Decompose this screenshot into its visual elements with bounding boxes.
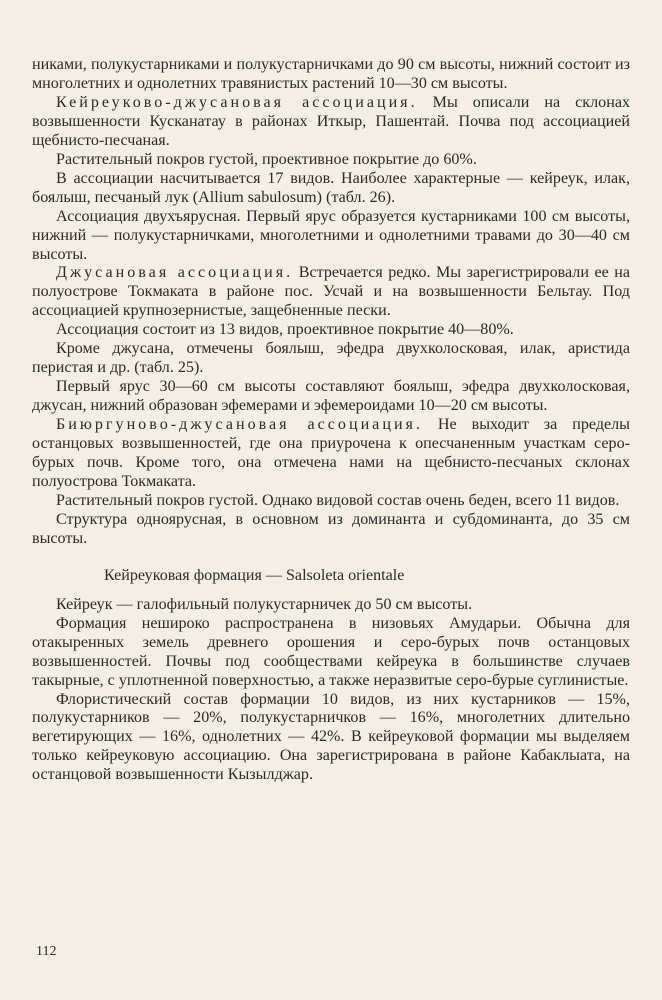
body-text <box>32 56 630 785</box>
paragraph <box>32 94 630 151</box>
paragraph-text: Встречается редко. Мы зарегистрировали ее на полуострове Токмаката в районе пос. Усчай и на возвышенности Бельтау. Под ассоциацией крупнозернистые, защебненные пески. <box>32 264 630 320</box>
spacer <box>32 586 630 596</box>
paragraph: Растительный покров густой. Однако видовой состав очень беден, всего 11 видов. <box>56 491 620 509</box>
spacer <box>32 549 630 567</box>
paragraph: никами, полукустарниками и полукустарничками до 90 см высоты, нижний состоит из многолетних и однолетних травянистых растений 10—30 см высоты. <box>32 56 630 92</box>
page-number: 112 <box>36 944 57 959</box>
paragraph: Структура одноярусная, в основном из доминанта и субдоминанта, до 35 см высоты. <box>32 510 630 547</box>
paragraph: Кроме джусана, отмечены боялыш, эфедра двухколосковая, илак, аристида перистая и др. (табл. 25). <box>32 340 630 377</box>
paragraph: Ассоциация двухъярусная. Первый ярус образуется кустарниками 100 см высоты, нижний — полукустарничками, многолетними и однолетними травами до 30—40 см высоты. <box>32 207 630 263</box>
paragraph: Растительный покров густой, проективное покрытие до 60%. <box>56 150 477 168</box>
paragraph: Ассоциация состоит из 13 видов, проективное покрытие 40—80%. <box>56 321 514 339</box>
paragraph <box>32 264 630 321</box>
paragraph-text: Мы описали на склонах возвышенности Кусканатау в районах Иткыр, Пашентай. Почва под ассоциацией щебнисто-песчаная. <box>32 93 631 149</box>
paragraph: Кейреук — галофильный полукустарничек до 50 см высоты. <box>56 595 473 613</box>
association-title: Джусановая ассоциация. <box>56 264 294 282</box>
section-heading: Кейреуковая формация — Salsoleta orientale <box>104 566 405 584</box>
association-title: Кейреуково-джусановая ассоциация. <box>56 93 418 111</box>
association-title: Биюргуново-джусановая ассоциация. <box>56 416 423 434</box>
paragraph: В ассоциации насчитывается 17 видов. Наиболее характерные — кейреук, илак, боялыш, песчаный лук (Allium sabulosum) (табл. 26). <box>32 169 630 206</box>
paragraph <box>32 416 630 492</box>
paragraph: Флористический состав формации 10 видов, из них кустарников — 15%, полукустарников — 20%, полукустарничков — 16%, многолетних длительно вегетирующих — 16%, однолетних — 42%. В кейреуковой формации мы выделяем только кейреуковую ассоциацию. Она зарегистрирована в районе Кабаклыата, на останцовой возвышенности Кызылджар. <box>32 690 630 784</box>
paragraph: Формация неширoко распространена в низовьях Амударьи. Обычна для отакыренных земель древнего орошения и серо-бурых почв останцовых возвышенностей. Почвы под сообществами кейреука в большинстве случаев такырные, с уплотненной поверхностью, а также неразвитые серо-бурые суглинистые. <box>32 614 630 689</box>
paragraph-text: Не выходит за пределы останцовых возвышенностей, где она приурочена к опесчаненным участкам серо-бурых почв. Кроме того, она отмечена нами на щебнисто-песчаных склонах полуострова Токмаката. <box>32 416 630 490</box>
paragraph: Первый ярус 30—60 см высоты составляют боялыш, эфедра двухколосковая, джусан, нижний образован эфемерами и эфемероидами 10—20 см высоты. <box>32 378 630 415</box>
